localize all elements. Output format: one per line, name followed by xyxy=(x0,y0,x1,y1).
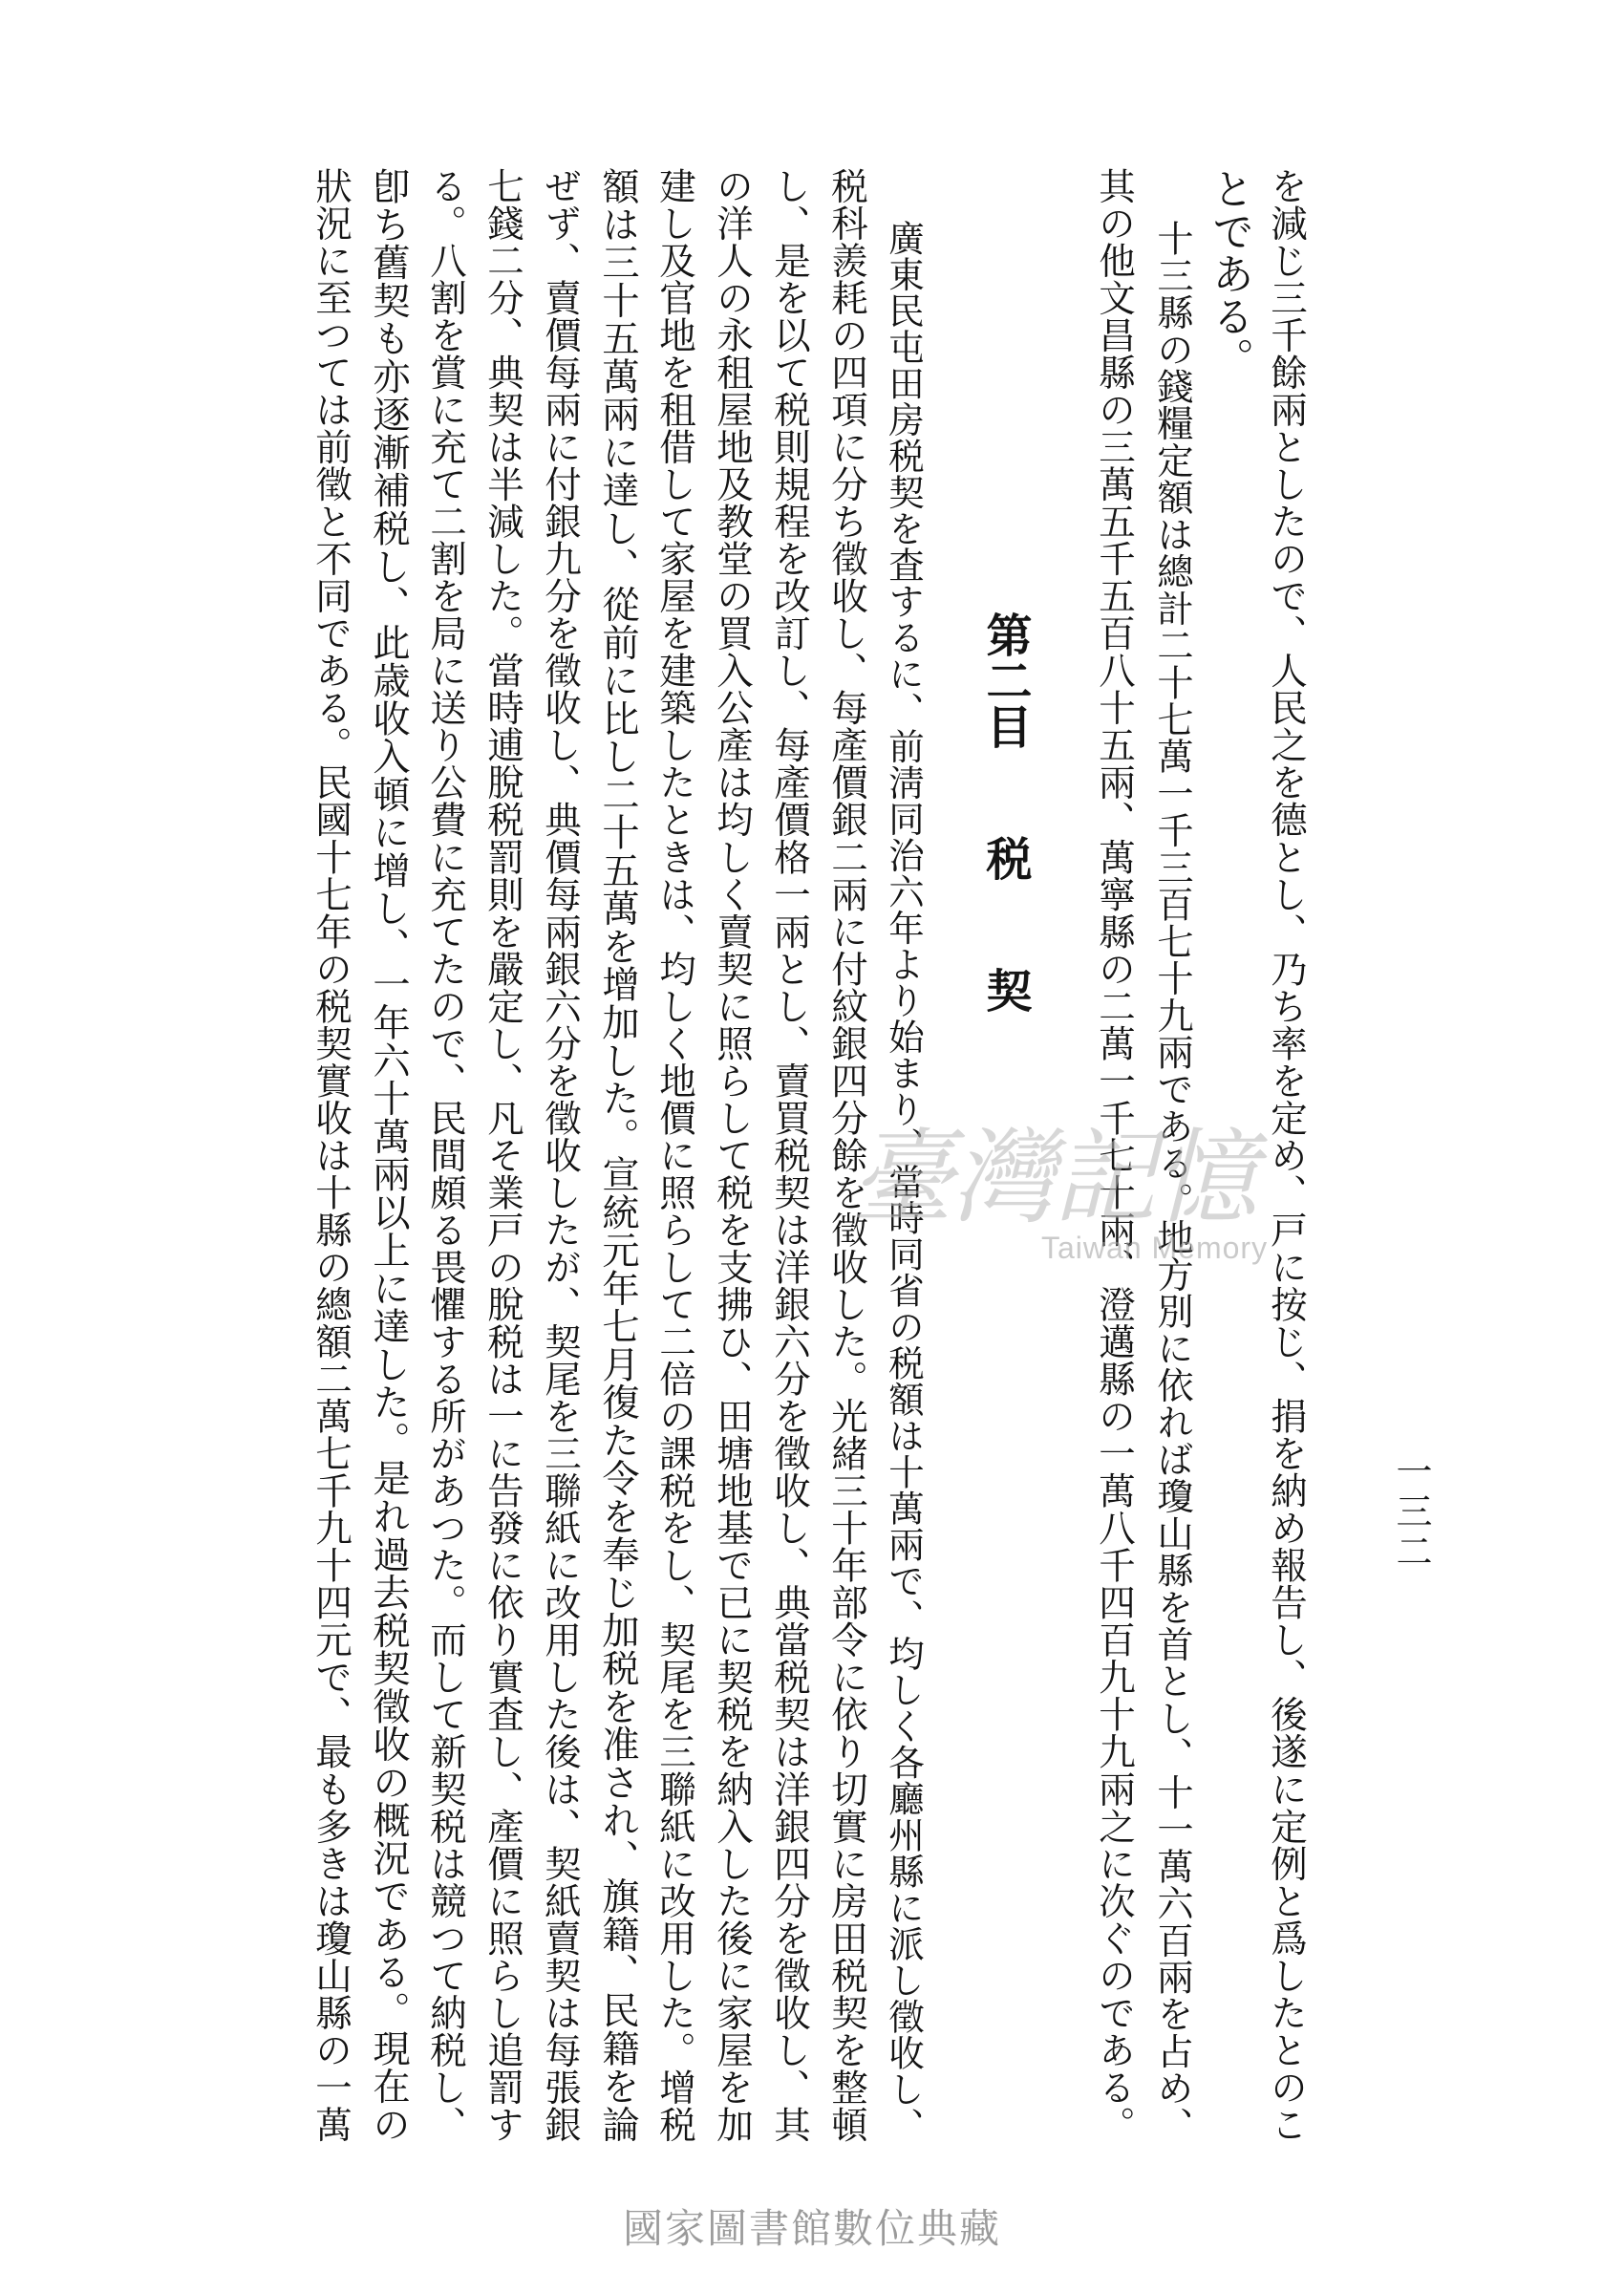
text-column-2: とである。 xyxy=(1205,167,1253,380)
text-column-8: の洋人の永租屋地及教堂の買入公產は均しく賣契に照らして税を支拂ひ、田塘地基で已に契税を納入した後に家屋を加 xyxy=(711,167,754,2144)
text-column-5: 廣東民屯田房税契を査するに、前淸同治六年より始まり、當時同省の税額は十萬兩で、均しく各廳州縣に派し徵收し、 xyxy=(883,220,925,2144)
text-column-7: し、是を以て税則規程を改訂し、每產價格一兩とし、賣買税契は洋銀六分を徵收し、典當税契は洋銀四分を徵收し、其 xyxy=(768,167,811,2144)
text-column-14: 卽ち舊契も亦逐漸補税し、此歳收入頓に增し、一年六十萬兩以上に達した。是れ過去税契徵收の概況である。現在の xyxy=(367,167,410,2144)
text-column-10: 額は三十五萬兩に達し、從前に比し二十五萬を增加した。宣統元年七月復た令を奉じ加税を准され、旗籍、民籍を論 xyxy=(596,167,639,2144)
watermark-logo-subtext: Taiwan Memory xyxy=(1041,1231,1269,1265)
footer-archive-label: 國家圖書館數位典藏 xyxy=(622,2205,1001,2252)
text-column-12: 七錢二分、典契は半減した。當時逋脫税罰則を嚴定し、凡そ業戸の脫税は一に告發に依り實査し、產價に照らし追罰す xyxy=(481,167,524,2144)
text-column-9: 建し及官地を租借して家屋を建築したときは、均しく地價に照らして二倍の課税をし、契尾を三聯紙に改用した。增税 xyxy=(653,167,696,2144)
text-column-11: ぜず、賣價每兩に付銀九分を徵收し、典價每兩銀六分を徵收したが、契尾を三聯紙に改用した後は、契紙賣契は每張銀 xyxy=(539,167,582,2144)
section-number: 第二目 xyxy=(978,611,1032,749)
section-title-char-2: 契 xyxy=(978,967,1032,1013)
section-title-char-1: 税 xyxy=(978,835,1032,881)
taiwan-memory-watermark xyxy=(850,1119,1290,1271)
text-column-15: 狀況に至つては前徵と不同である。民國十七年の税契實收は十縣の總額二萬七千九十四元で、最も多きは瓊山縣の一萬 xyxy=(310,167,353,2144)
text-column-4: 其の他文昌縣の三萬五千五百八十五兩、萬寧縣の二萬一千七十兩、澄邁縣の一萬八千四百九十九兩之に次ぐのである。 xyxy=(1093,167,1136,2144)
text-column-6: 税科羨耗の四項に分ち徵收し、每產價銀二兩に付紋銀四分餘を徵收した。光緒三十年部令に依り切實に房田税契を整頓 xyxy=(825,167,868,2144)
text-column-3: 十三縣の錢糧定額は總計二十七萬一千三百七十九兩である。地方別に依れば瓊山縣を首とし、十一萬六百兩を占め、 xyxy=(1150,220,1192,2144)
text-column-1: を減じ三千餘兩としたので、人民之を德とし、乃ち率を定め、戸に按じ、捐を納め報告し、後遂に定例と爲したとのこ xyxy=(1265,167,1308,2144)
watermark-logo-text: 臺灣記憶 xyxy=(850,1119,1256,1238)
page-number: 一三二 xyxy=(1390,1452,1432,1573)
section-heading xyxy=(978,611,1032,1013)
text-column-13: る。八割を賞に充て二割を局に送り公費に充てたので、民間頗る畏懼する所があつた。而して新契税は競つて納税し、 xyxy=(424,167,467,2144)
